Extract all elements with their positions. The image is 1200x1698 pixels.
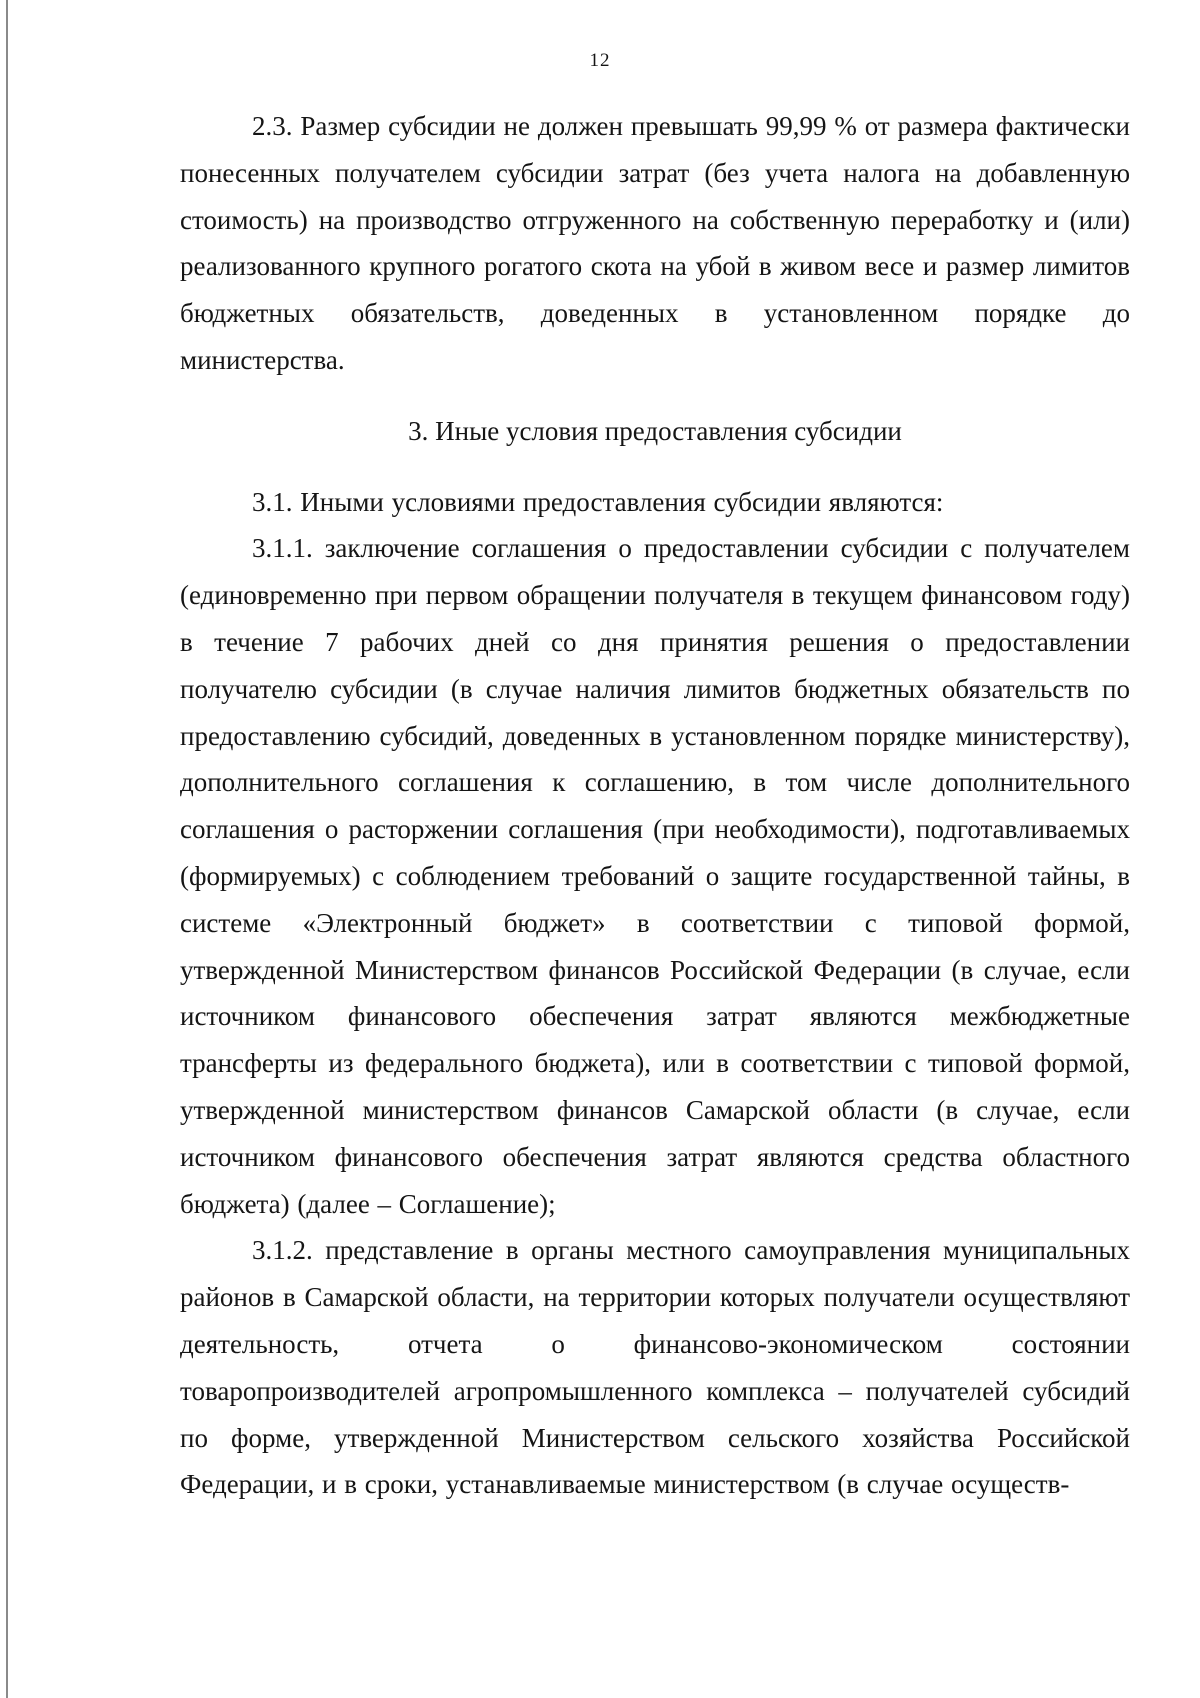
section-3-heading: 3. Иные условия предоставления субсидии xyxy=(408,415,902,446)
paragraph-3-1: 3.1. Иными условиями предоставления субсидии являются: xyxy=(252,486,944,517)
page-number: 12 xyxy=(589,50,611,71)
paragraph-2-3: 2.3. Размер субсидии не должен превышать 99,99 % от размера фактически понесенных получателем субсидии затрат (без учета налога на добавленную стоимость) на производство отгруженного на собственную переработку и (или) реализованного крупного рогатого скота на убой в живом весе и размер лимитов бюджетных обязательств, доведенных в установленном порядке до министерства. xyxy=(180,111,1130,375)
paragraph-3-1-2: 3.1.2. представление в органы местного самоуправления муниципальных районов в Самарской области, на территории которых получатели осуществляют деятельность, отчета о финансово-экономическом состоянии товаропроизводителей агропромышленного комплекса – получателей субсидий по форме, утвержденной Министерством сельского хозяйства Российской Федерации, и в сроки, устанавливаемые министерством (в случае осуществ- xyxy=(180,1235,1130,1500)
scan-left-edge xyxy=(6,0,8,1698)
paragraph-3-1-1: 3.1.1. заключение соглашения о предоставлении субсидии с получателем (единовременно при первом обращении получателя в текущем финансовом году) в течение 7 рабочих дней со дня принятия решения о предоставлении получателю субсидии (в случае наличия лимитов бюджетных обязательств по предоставлению субсидий, доведенных в установленном порядке министерству), дополнительного соглашения к соглашению, в том числе дополнительного соглашения о расторжении соглашения (при необходимости), подготавливаемых (формируемых) с соблюдением требований о защите государственной тайны, в системе «Электронный бюджет» в соответствии с типовой формой, утвержденной Министерством финансов Российской Федерации (в случае, если источником финансового обеспечения затрат являются межбюджетные трансферты из федерального бюджета), или в соответствии с типовой формой, утвержденной министерством финансов Самарской области (в случае, если источником финансового обеспечения затрат являются средства областного бюджета) (далее – Соглашение); xyxy=(180,533,1130,1219)
document-body xyxy=(180,103,1130,1508)
